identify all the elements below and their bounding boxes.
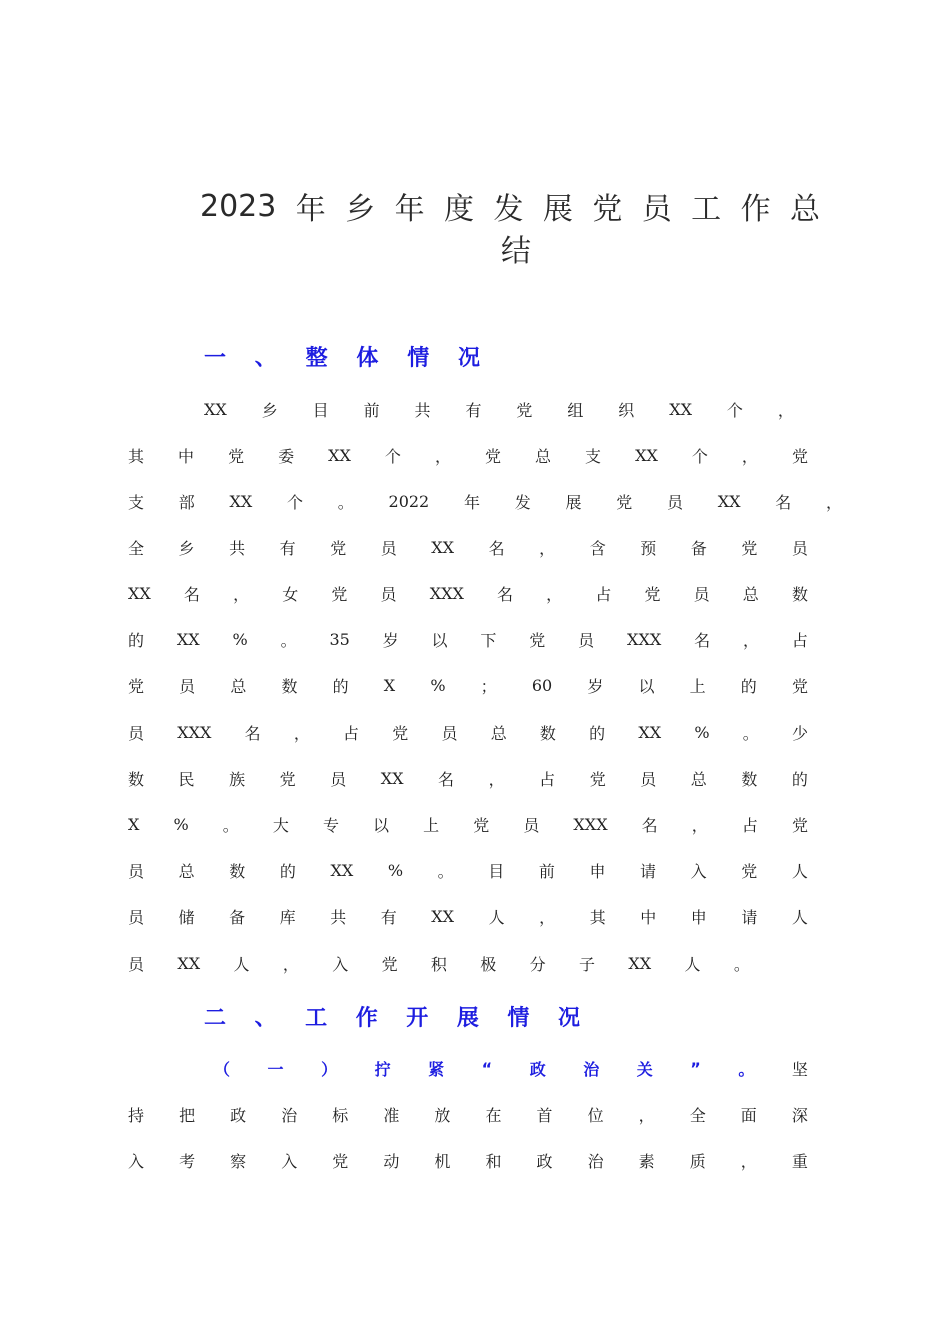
title-char: 乡 — [345, 192, 376, 227]
paragraph-char: 名 — [488, 538, 505, 558]
paragraph-char: 上 — [423, 815, 440, 835]
paragraph-char: 人 — [488, 907, 505, 927]
paragraph-char: 备 — [690, 538, 707, 558]
paragraph-char: 民 — [178, 769, 195, 789]
paragraph-line — [128, 901, 808, 931]
heading-char: 整 — [305, 346, 328, 371]
paragraph-char: ， — [488, 769, 505, 789]
heading-char: 一 — [204, 346, 227, 371]
paragraph-line — [128, 624, 808, 654]
paragraph-char: 积 — [430, 954, 447, 974]
paragraph-char: 政 — [230, 1105, 247, 1125]
paragraph-char: 其 — [589, 907, 606, 927]
paragraph-line — [128, 717, 808, 747]
subheading-char: 政 — [529, 1059, 546, 1079]
paragraph-char: 面 — [740, 1105, 757, 1125]
paragraph-line — [128, 670, 808, 700]
paragraph-char: ， — [742, 630, 759, 650]
paragraph-char: 以 — [373, 815, 390, 835]
paragraph-char: 占 — [595, 584, 612, 604]
paragraph-char: 预 — [640, 538, 657, 558]
paragraph-char: 申 — [690, 907, 707, 927]
heading-char: 展 — [456, 1006, 479, 1031]
paragraph-char: XX — [635, 445, 658, 465]
paragraph-char: 以 — [638, 676, 655, 696]
paragraph-char: 族 — [229, 769, 246, 789]
subheading-char: 一 — [267, 1059, 284, 1079]
paragraph-char: 员 — [640, 769, 657, 789]
paragraph-char: 有 — [279, 538, 296, 558]
paragraph-char: 极 — [480, 954, 497, 974]
paragraph-char: 。 — [742, 723, 759, 743]
paragraph-char: 展 — [565, 492, 582, 512]
paragraph-char: ， — [539, 907, 556, 927]
paragraph-char: ， — [691, 815, 708, 835]
paragraph-char: ， — [293, 723, 310, 743]
paragraph-char: ， — [434, 446, 451, 466]
paragraph-char: 员 — [523, 815, 540, 835]
paragraph-char: 总 — [690, 769, 707, 789]
paragraph-char: 员 — [578, 630, 595, 650]
paragraph-char: 乡 — [261, 400, 278, 420]
paragraph-char: 党 — [279, 769, 296, 789]
paragraph-char: 数 — [741, 769, 758, 789]
paragraph-char: 党 — [616, 492, 633, 512]
paragraph-char: 大 — [272, 815, 289, 835]
paragraph-char: 入 — [332, 954, 349, 974]
paragraph-char: 女 — [282, 584, 299, 604]
paragraph-char: ； — [480, 676, 497, 696]
paragraph-char: 党 — [741, 861, 758, 881]
paragraph-char: % — [232, 629, 248, 649]
paragraph-char: XXX — [429, 583, 464, 603]
paragraph-char: 。 — [280, 630, 297, 650]
paragraph-char: 员 — [128, 723, 145, 743]
paragraph-line — [128, 578, 808, 608]
paragraph-char: 共 — [330, 907, 347, 927]
paragraph-char: 支 — [585, 446, 602, 466]
paragraph-char: 乡 — [178, 538, 195, 558]
heading-char: 二 — [204, 1006, 227, 1031]
paragraph-char: XX — [330, 860, 354, 880]
paragraph-char: 党 — [381, 954, 398, 974]
title-line-2: 结 — [501, 234, 531, 269]
subheading-char: 拧 — [374, 1059, 391, 1079]
paragraph-char: 专 — [322, 815, 339, 835]
paragraph-char: 党 — [331, 584, 348, 604]
paragraph-char: 下 — [480, 630, 497, 650]
paragraph-char: 重 — [791, 1151, 808, 1171]
title-char: 展 — [542, 192, 573, 227]
paragraph-char: 党 — [473, 815, 490, 835]
paragraph-char: 首 — [536, 1105, 553, 1125]
section-2-subheading — [214, 1053, 808, 1083]
paragraph-char: 的 — [589, 723, 606, 743]
paragraph-char: 治 — [281, 1105, 298, 1125]
subheading-char: 关 — [636, 1059, 653, 1079]
paragraph-line — [128, 1099, 808, 1129]
heading-char: 工 — [305, 1006, 328, 1031]
paragraph-char: 党 — [644, 584, 661, 604]
paragraph-char: 占 — [741, 815, 758, 835]
paragraph-char: 请 — [741, 907, 758, 927]
subheading-char: （ — [214, 1059, 231, 1079]
paragraph-char: 岁 — [382, 630, 399, 650]
paragraph-char: 上 — [689, 676, 706, 696]
paragraph-char: ， — [825, 492, 842, 512]
paragraph-char: 党 — [791, 446, 808, 466]
paragraph-char: 发 — [514, 492, 531, 512]
paragraph-char: 织 — [618, 400, 635, 420]
paragraph-char: 前 — [363, 400, 380, 420]
paragraph-char: 员 — [666, 492, 683, 512]
paragraph-char: 入 — [690, 861, 707, 881]
paragraph-char: XX — [431, 537, 455, 557]
paragraph-char: 机 — [434, 1151, 451, 1171]
paragraph-line — [204, 394, 794, 424]
paragraph-char: 的 — [332, 676, 349, 696]
paragraph-char: 名 — [244, 723, 261, 743]
paragraph-char: 员 — [128, 907, 145, 927]
paragraph-char: XX — [204, 399, 227, 419]
paragraph-char: 含 — [589, 538, 606, 558]
paragraph-char: % — [387, 860, 404, 880]
paragraph-char: ， — [233, 584, 250, 604]
paragraph-char: 党 — [529, 630, 546, 650]
paragraph-char: 的 — [791, 769, 808, 789]
paragraph-char: ， — [777, 400, 794, 420]
paragraph-char: 少 — [791, 723, 808, 743]
paragraph-char: XX — [638, 722, 662, 742]
paragraph-char: 名 — [694, 630, 711, 650]
paragraph-char: 员 — [380, 538, 397, 558]
paragraph-char: 准 — [383, 1105, 400, 1125]
paragraph-char: 动 — [383, 1151, 400, 1171]
paragraph-char: 共 — [229, 538, 246, 558]
title-char: 2023 — [200, 188, 277, 224]
paragraph-char: 坚 — [791, 1059, 808, 1079]
paragraph-char: ， — [546, 584, 563, 604]
paragraph-line — [128, 532, 808, 562]
paragraph-char: 60 — [531, 675, 553, 695]
paragraph-char: ， — [282, 954, 299, 974]
paragraph-char: 占 — [539, 769, 556, 789]
paragraph-char: % — [694, 722, 710, 742]
paragraph-char: 申 — [589, 861, 606, 881]
paragraph-char: 数 — [791, 584, 808, 604]
paragraph-char: 政 — [536, 1151, 553, 1171]
paragraph-char: XX — [176, 629, 200, 649]
paragraph-char: 个 — [726, 400, 743, 420]
title-char: 年 — [295, 192, 326, 227]
heading-char: 、 — [254, 346, 277, 371]
heading-char: 情 — [407, 346, 430, 371]
paragraph-char: XX — [669, 399, 692, 419]
paragraph-char: 支 — [128, 492, 145, 512]
title-char: 度 — [444, 192, 475, 227]
paragraph-char: 党 — [791, 676, 808, 696]
paragraph-char: 入 — [128, 1151, 145, 1171]
paragraph-char: 分 — [529, 954, 546, 974]
paragraph-char: 的 — [740, 676, 757, 696]
paragraph-char: XX — [380, 768, 404, 788]
subheading-char: 治 — [583, 1059, 600, 1079]
paragraph-char: 请 — [640, 861, 657, 881]
paragraph-char: 总 — [535, 446, 552, 466]
paragraph-line — [128, 486, 842, 516]
paragraph-char: 目 — [312, 400, 329, 420]
paragraph-line — [128, 440, 808, 470]
paragraph-char: 备 — [229, 907, 246, 927]
title-char: 年 — [394, 192, 425, 227]
paragraph-line — [128, 763, 808, 793]
paragraph-char: XXX — [627, 629, 662, 649]
paragraph-char: 全 — [689, 1105, 706, 1125]
paragraph-char: 入 — [281, 1151, 298, 1171]
heading-char: 情 — [507, 1006, 530, 1031]
paragraph-char: 总 — [230, 676, 247, 696]
paragraph-char: XX — [229, 491, 253, 511]
title-char: 党 — [592, 192, 623, 227]
paragraph-char: XX — [328, 445, 351, 465]
paragraph-char: X — [383, 675, 396, 695]
paragraph-char: 数 — [229, 861, 246, 881]
paragraph-char: 治 — [587, 1151, 604, 1171]
paragraph-char: 。 — [337, 492, 354, 512]
paragraph-char: 组 — [567, 400, 584, 420]
title-char: 工 — [691, 192, 722, 227]
paragraph-char: 党 — [791, 815, 808, 835]
paragraph-char: 名 — [183, 584, 200, 604]
section-2-heading — [204, 1001, 580, 1032]
paragraph-char: 党 — [484, 446, 501, 466]
heading-char: 、 — [254, 1006, 277, 1031]
heading-char: 开 — [406, 1006, 429, 1031]
paragraph-char: 党 — [330, 538, 347, 558]
paragraph-char: 个 — [384, 446, 401, 466]
paragraph-char: 其 — [128, 446, 145, 466]
paragraph-char: 素 — [638, 1151, 655, 1171]
paragraph-char: 名 — [641, 815, 658, 835]
paragraph-char: 员 — [330, 769, 347, 789]
paragraph-char: ， — [740, 1151, 757, 1171]
paragraph-char: 质 — [689, 1151, 706, 1171]
paragraph-char: 在 — [485, 1105, 502, 1125]
paragraph-char: XX — [177, 953, 201, 973]
paragraph-char: 子 — [579, 954, 596, 974]
paragraph-char: 人 — [791, 861, 808, 881]
title-char: 作 — [740, 192, 771, 227]
subheading-char: “ — [481, 1058, 493, 1078]
paragraph-char: 2022 — [388, 491, 430, 511]
paragraph-char: 人 — [233, 954, 250, 974]
paragraph-char: 总 — [490, 723, 507, 743]
paragraph-char: XX — [628, 953, 652, 973]
paragraph-line — [128, 809, 808, 839]
title-line-1 — [200, 183, 820, 229]
subheading-char: 紧 — [428, 1059, 445, 1079]
paragraph-char: 持 — [128, 1105, 145, 1125]
paragraph-char: ， — [539, 538, 556, 558]
paragraph-char: 放 — [434, 1105, 451, 1125]
paragraph-char: 员 — [441, 723, 458, 743]
paragraph-char: 党 — [128, 676, 145, 696]
paragraph-char: XXX — [573, 814, 608, 834]
subheading-char: 。 — [738, 1059, 755, 1079]
paragraph-char: 中 — [640, 907, 657, 927]
paragraph-char: 储 — [178, 907, 195, 927]
paragraph-char: 员 — [380, 584, 397, 604]
paragraph-char: 35 — [329, 629, 350, 649]
paragraph-char: 党 — [228, 446, 245, 466]
paragraph-char: 数 — [539, 723, 556, 743]
paragraph-char: XX — [128, 583, 151, 603]
paragraph-char: 位 — [587, 1105, 604, 1125]
paragraph-char: 和 — [485, 1151, 502, 1171]
title-char: 发 — [493, 192, 524, 227]
paragraph-char: 名 — [497, 584, 514, 604]
paragraph-char: 个 — [691, 446, 708, 466]
title-char: 总 — [790, 192, 820, 227]
paragraph-char: 有 — [380, 907, 397, 927]
paragraph-char: 深 — [791, 1105, 808, 1125]
paragraph-char: 名 — [775, 492, 792, 512]
paragraph-char: 名 — [438, 769, 455, 789]
paragraph-char: 标 — [332, 1105, 349, 1125]
paragraph-char: 员 — [179, 676, 196, 696]
heading-char: 体 — [356, 346, 379, 371]
title-char: 员 — [641, 192, 672, 227]
paragraph-char: 岁 — [587, 676, 604, 696]
paragraph-char: ， — [638, 1105, 655, 1125]
heading-char: 况 — [557, 1006, 580, 1031]
paragraph-char: 党 — [332, 1151, 349, 1171]
paragraph-char: 共 — [414, 400, 431, 420]
paragraph-char: 员 — [128, 861, 145, 881]
paragraph-char: 以 — [431, 630, 448, 650]
paragraph-char: 部 — [178, 492, 195, 512]
paragraph-char: 占 — [791, 630, 808, 650]
subheading-char: ） — [321, 1059, 338, 1079]
heading-char: 作 — [355, 1006, 378, 1031]
paragraph-char: 前 — [538, 861, 555, 881]
paragraph-char: 人 — [684, 954, 701, 974]
heading-char: 况 — [457, 346, 480, 371]
paragraph-char: 党 — [589, 769, 606, 789]
paragraph-char: 数 — [281, 676, 298, 696]
paragraph-char: 员 — [791, 538, 808, 558]
section-1-heading — [204, 341, 480, 372]
paragraph-char: 把 — [179, 1105, 196, 1125]
paragraph-char: 占 — [343, 723, 360, 743]
paragraph-char: XXX — [177, 722, 212, 742]
paragraph-line — [128, 855, 808, 885]
document-title — [200, 183, 820, 275]
paragraph-char: 全 — [128, 538, 145, 558]
paragraph-char: 总 — [742, 584, 759, 604]
paragraph-char: 的 — [279, 861, 296, 881]
paragraph-char: 考 — [179, 1151, 196, 1171]
paragraph-char: % — [173, 814, 189, 834]
paragraph-char: 员 — [128, 954, 145, 974]
paragraph-char: 。 — [222, 815, 239, 835]
paragraph-char: 库 — [279, 907, 296, 927]
paragraph-char: 目 — [488, 861, 505, 881]
paragraph-char: 数 — [128, 769, 145, 789]
paragraph-char: XX — [431, 906, 455, 926]
paragraph-char: 员 — [693, 584, 710, 604]
paragraph-char: 人 — [791, 907, 808, 927]
paragraph-char: 个 — [287, 492, 304, 512]
paragraph-char: ， — [741, 446, 758, 466]
paragraph-char: 党 — [741, 538, 758, 558]
paragraph-char: X — [128, 814, 140, 834]
paragraph-char: 。 — [437, 861, 454, 881]
paragraph-char: 总 — [178, 861, 195, 881]
paragraph-char: 党 — [516, 400, 533, 420]
paragraph-line — [128, 1145, 808, 1175]
paragraph-char: XX — [717, 491, 741, 511]
subheading-char: ” — [690, 1058, 701, 1078]
paragraph-char: 。 — [733, 954, 750, 974]
paragraph-line — [128, 948, 750, 978]
paragraph-char: 有 — [465, 400, 482, 420]
paragraph-char: 中 — [178, 446, 195, 466]
paragraph-char: 察 — [230, 1151, 247, 1171]
paragraph-char: 委 — [278, 446, 295, 466]
paragraph-char: 年 — [463, 492, 480, 512]
paragraph-char: 的 — [128, 630, 145, 650]
paragraph-char: 党 — [392, 723, 409, 743]
paragraph-char: % — [430, 675, 446, 695]
